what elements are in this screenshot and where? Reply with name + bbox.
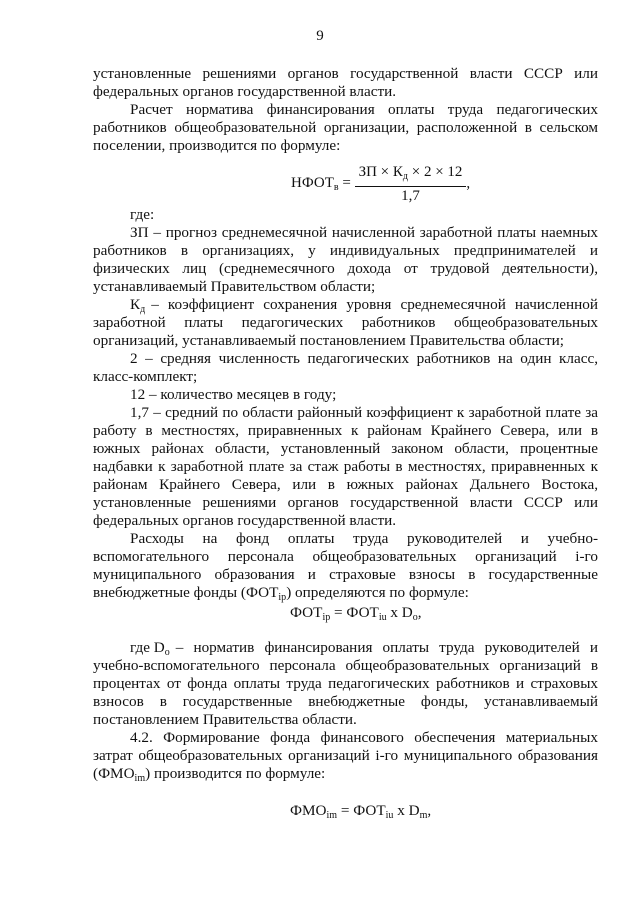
text-line: федеральных органов государственной власти. <box>93 83 397 100</box>
text-line: где: <box>130 206 155 223</box>
text-line: южных районах области, установленный законом области, процентные <box>93 440 598 457</box>
text-line: работников общеобразовательной организации, расположенной в сельском <box>93 119 598 136</box>
text-line: вспомогательного персонала общеобразовательных организаций i-го <box>93 548 598 565</box>
formula-numerator: ЗП × $К_д \times 2 \times 12$ <box>355 163 467 187</box>
text-line: районам Крайнего Севера, или в южных районах Дальнего Востока, <box>93 476 598 493</box>
text-line: учебно-вспомогательного персонала общеобразовательных организаций в <box>93 657 598 674</box>
text-line: муниципального образования и страховые взносы в государственные <box>93 566 598 583</box>
formula-fot: $ФОТ_{ip} = ФОТ_{iu}$ х $D_o$, <box>290 604 422 623</box>
page-number: 9 <box>316 28 324 44</box>
text-line: где $D_o$ – норматив финансирования оплаты труда руководителей и <box>130 639 598 658</box>
text-line: устанавливаемый Правительством области; <box>93 278 376 295</box>
formula-denominator: 1,7 <box>401 188 420 204</box>
text-line: $(ФМО_{im})$ производится по формуле: <box>93 765 326 784</box>
text-line: 2 – средняя численность педагогических работников на один класс, <box>130 350 598 367</box>
text-line: поселении, производится по формуле: <box>93 137 341 154</box>
text-line: установленные решениями органов государственной власти СССР или <box>93 65 598 82</box>
text-line: 4.2. Формирование фонда финансового обеспечения материальных <box>130 729 598 746</box>
text-line: 1,7 – средний по области районный коэффициент к заработной плате за <box>130 404 598 421</box>
text-line: класс-комплект; <box>93 368 198 385</box>
formula-nfot: $НФОТ_в$ = $\frac{ЗП \times К_д \times 2 \times 12}{1,7}$ , <box>291 164 471 204</box>
text-line: 12 – количество месяцев в году; <box>130 386 337 403</box>
formula-fmo: $ФМО_{im} = ФОТ_{iu}$ х $D_m$, <box>290 802 432 821</box>
text-line: физических лиц (среднемесячного дохода от трудовой деятельности), <box>93 260 598 277</box>
text-line: внебюджетные фонды $(ФОТ_{ip})$ определяются по формуле: <box>93 584 469 603</box>
text-line: работников в организациях, у индивидуальных предпринимателей и <box>93 242 598 259</box>
text-line: $К_д$ – коэффициент сохранения уровня среднемесячной начисленной <box>130 296 598 315</box>
text-line: заработной платы педагогических работников общеобразовательных <box>93 314 598 331</box>
text-line: постановлением Правительства области. <box>93 711 357 728</box>
text-line: Расчет норматива финансирования оплаты труда педагогических <box>130 101 598 118</box>
text-line: установленные решениями органов государственной власти СССР или <box>93 494 598 511</box>
text-line: ЗП – прогноз среднемесячной начисленной заработной платы наемных <box>130 224 598 241</box>
text-line: Расходы на фонд оплаты труда руководителей и учебно- <box>130 530 598 547</box>
text-line: затрат общеобразовательных организаций i-го муниципального образования <box>93 747 598 764</box>
text-line: федеральных органов государственной власти. <box>93 512 397 529</box>
text-line: процентах от фонда оплаты труда педагогических работников и страховых <box>93 675 598 692</box>
text-line: работу в местностях, приравненных к районам Крайнего Севера, или в <box>93 422 598 439</box>
formula-fraction <box>355 163 467 205</box>
text-line: организаций, устанавливаемый постановлением Правительства области; <box>93 332 564 349</box>
text-line: взносов в государственные внебюджетные фонды, устанавливаемый <box>93 693 598 710</box>
formula-lhs: $НФОТ_в$ = <box>291 175 355 194</box>
text-line: надбавки к заработной плате за стаж работы в местностях, приравненных к <box>93 458 598 475</box>
